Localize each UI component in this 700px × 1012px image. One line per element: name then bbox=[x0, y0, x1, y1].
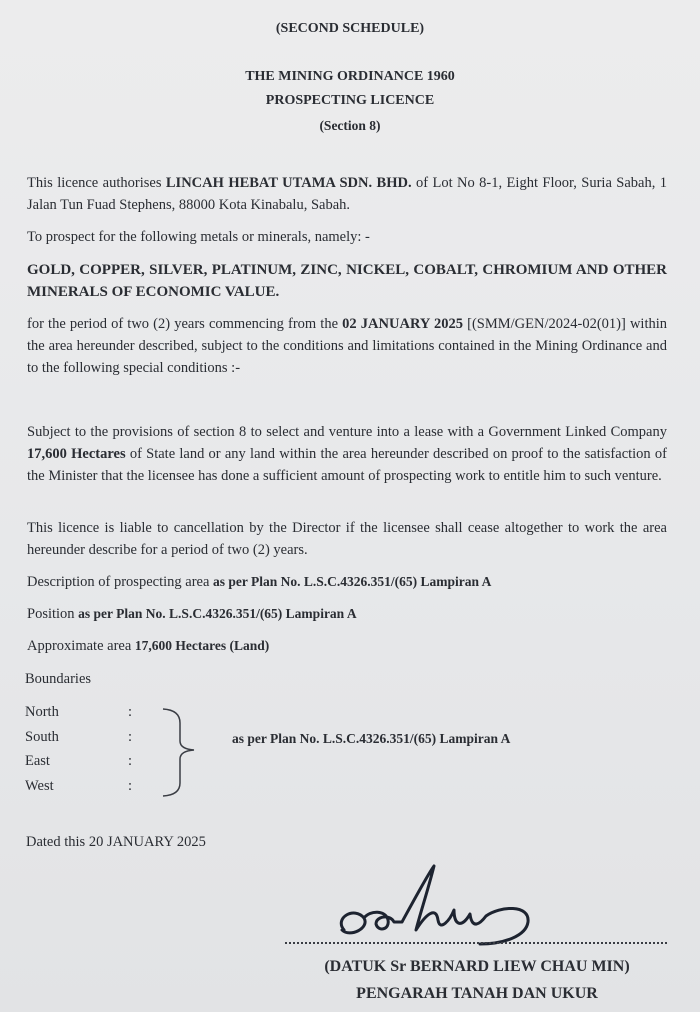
boundary-south: South bbox=[25, 729, 59, 745]
cancellation-paragraph: This licence is liable to cancellation by the Director if the licensee shall cease altogether to work the area hereunder describe for a period of two (2) years. bbox=[27, 520, 667, 558]
licensee-address: of Lot No 8-1, Eight Floor, Suria Sabah, 1 Jalan Tun Fuad Stephens, 88000 Kota Kinabalu, Sabah. bbox=[27, 175, 668, 213]
schedule-heading: (SECOND SCHEDULE) bbox=[275, 21, 425, 36]
position-line bbox=[27, 606, 357, 623]
licensee-company: LINCAH HEBAT UTAMA SDN. BHD. bbox=[165, 175, 412, 191]
signature bbox=[330, 860, 540, 948]
signature-line bbox=[285, 942, 667, 944]
ordinance-heading: THE MINING ORDINANCE 1960 bbox=[245, 69, 455, 84]
commencement-date: 02 JANUARY 2025 bbox=[342, 316, 463, 332]
authorisation-paragraph bbox=[27, 172, 667, 216]
approx-area-line bbox=[27, 638, 269, 655]
position-label: Position bbox=[27, 606, 75, 622]
boundary-west: West bbox=[25, 778, 54, 794]
boundaries-value: as per Plan No. L.S.C.4326.351/(65) Lampiran A bbox=[232, 731, 511, 746]
boundaries-title: Boundaries bbox=[25, 671, 92, 687]
licence-type-heading: PROSPECTING LICENCE bbox=[265, 93, 435, 108]
period-prefix: for the period of two (2) years commencing from the bbox=[27, 316, 339, 332]
approx-area-value: 17,600 Hectares (Land) bbox=[134, 638, 270, 653]
boundary-north: North bbox=[25, 704, 59, 720]
description-label: Description of prospecting area bbox=[27, 574, 210, 590]
boundary-colon: : bbox=[128, 704, 133, 720]
condition-suffix: of State land or any land within the area hereunder described on proof to the satisfaction of the Minister that the licensee has done a sufficient amount of prospecting work to entitle him to such venture. bbox=[27, 446, 667, 484]
condition-prefix: Subject to the provisions of section 8 to select and venture into a lease with a Government Linked Company bbox=[27, 424, 667, 440]
section-heading: (Section 8) bbox=[319, 118, 381, 133]
minerals-list: GOLD, COPPER, SILVER, PLATINUM, ZINC, NICKEL, COBALT, CHROMIUM AND OTHER MINERALS OF ECONOMIC VALUE. bbox=[27, 262, 667, 300]
condition-area: 17,600 Hectares bbox=[27, 446, 126, 462]
signatory-name: (DATUK Sr BERNARD LIEW CHAU MIN) bbox=[324, 958, 630, 975]
position-value: as per Plan No. L.S.C.4326.351/(65) Lampiran A bbox=[78, 606, 357, 621]
boundaries-brace bbox=[158, 705, 208, 800]
period-suffix: [(SMM/GEN/2024-02(01)] within the area hereunder described, subject to the conditions and limitations contained in the Mining Ordinance and to the following special conditions :- bbox=[27, 316, 667, 376]
boundary-colon: : bbox=[128, 753, 133, 769]
approx-area-label: Approximate area bbox=[27, 638, 132, 654]
boundary-east: East bbox=[25, 753, 50, 769]
prospect-intro: To prospect for the following metals or minerals, namely: - bbox=[27, 229, 370, 245]
description-line bbox=[27, 574, 491, 591]
authorisation-prefix: This licence authorises bbox=[27, 175, 162, 191]
description-value: as per Plan No. L.S.C.4326.351/(65) Lampiran A bbox=[213, 574, 492, 589]
condition-paragraph bbox=[27, 421, 667, 487]
period-paragraph bbox=[27, 313, 667, 379]
dated-line: Dated this 20 JANUARY 2025 bbox=[26, 834, 206, 850]
signatory-title: PENGARAH TANAH DAN UKUR bbox=[356, 985, 598, 1002]
boundary-colon: : bbox=[128, 778, 133, 794]
boundary-colon: : bbox=[128, 729, 133, 745]
